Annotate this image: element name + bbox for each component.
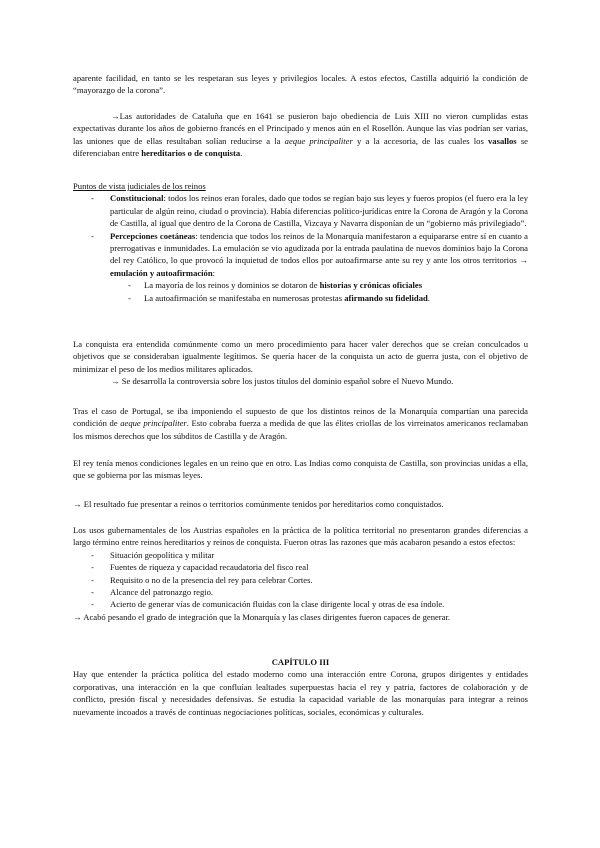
paragraph-text: Los usos gubernamentales de los Austrias españoles en la práctica de la política territorial no presentaron grandes diferencias a largo término entre reinos hereditarios y reinos de conquista. Fueron otras las razones que más acabaron pesando a estos efectos: — [73, 525, 528, 548]
section-puntos-de-vista — [73, 180, 528, 304]
text-run: . — [240, 148, 243, 159]
arrow-line: → Acabó pesando el grado de integración que la Monarquía y las clases dirigentes fueron capaces de generar. — [73, 611, 451, 622]
bold-term: emulación y autoafirmación — [110, 267, 213, 278]
list-item — [73, 192, 528, 229]
bold-term: hereditarios o de conquista — [141, 148, 241, 159]
bold-term: Percepciones coetáneas — [110, 230, 196, 241]
bullet-list — [73, 549, 528, 611]
text-run: Tras el caso de Portugal, se iba imponiendo el supuesto de que los distintos reinos de la Monarquía compartían una parecida condición de — [73, 406, 528, 429]
sub-list — [73, 279, 528, 304]
list-item: - Alcance del patronazgo regio. — [73, 586, 528, 598]
text-run: y a la accesoria, de las cuales los — [352, 135, 488, 146]
paragraph-text: Hay que entender la práctica política del estado moderno como una interacción entre Corona, grupos dirigentes y entidades corporativas, una interacción en la que confluían lealtades superpuestas hacia el rey y patria, factores de colaboración y de conflicto, presión fiscal y necesidades defensivas. Se estudia la capacidad variable de las monarquías para integrar a reinos nuevamente incoados a través de continuas negociaciones políticas, sociales, económicas y culturales. — [73, 669, 528, 717]
bold-term: afirmando su fidelidad — [344, 292, 428, 303]
paragraph-text: El rey tenía menos condiciones legales en un reino que en otro. Las Indias como conquista de Castilla, son provincias unidas a ella, que se gobierna por las mismas leyes. — [73, 458, 528, 481]
arrow-line: → Se desarrolla la controversia sobre los justos títulos del dominio español sobre el Nuevo Mundo. — [111, 376, 454, 387]
text-run: . — [427, 292, 430, 303]
list-item: - Acierto de generar vías de comunicación fluidas con la clase dirigente local y otras de esa índole. — [73, 598, 528, 610]
bullet-list — [73, 192, 528, 304]
text-run: →Las autoridades de Cataluña que en 1641 se pusieron bajo obediencia de Luis XIII no vieron cumplidas estas expectativas durante los años de gobierno francés en el Principado y menos aún en el Rosellón. Aunque las vías podrían ser varias, las uniones que de ellas resultaban solían reducirse a la — [73, 111, 528, 146]
paragraph-conquista — [73, 338, 528, 388]
italic-term: aeque principaliter — [120, 418, 187, 429]
text-run: : todos los reinos eran forales, dado que todos se regían bajo sus leyes y fueros propios (el fuero era la ley particular de algún reino, ciudad o provincia). Había diferencias político-jurídicas entre la Corona de Aragón y la Corona de Castilla, al igual que dentro de la Corona de Castilla, Vizcaya y Navarra disponían de un “gobierno más privilegiado”. — [110, 193, 528, 229]
list-item: - Fuentes de riqueza y capacidad recaudatoria del fisco real — [73, 561, 528, 573]
paragraph-text: aparente facilidad, en tanto se les respetaran sus leyes y privilegios locales. A estos efectos, Castilla adquirió la condición de “mayorazgo de la corona”. — [73, 73, 528, 96]
text-run: : tendencia que todos los reinos de la Monarquía manifestaron a equipararse entre sí en cuanto a prerrogativas e inmunidades. La emulación se vio agudizada por la entrada paulatina de nuevos dominios bajo la Corona del rey Católico, lo que provocó la inquietud de todos ellos por autoafirmarse ante su rey y ante los otros territorios — [110, 230, 528, 266]
text-run: . Esto cobraba fuerza a medida de que las élites criollas de los virreinatos americanos reclamaban los mismos derechos que los súbditos de Castilla y de Aragón. — [73, 418, 528, 441]
sub-list-item — [73, 279, 528, 291]
paragraph-rey-condiciones — [73, 457, 528, 482]
text-run: : — [212, 267, 216, 278]
paragraph-text: La conquista era entendida comúnmente como un mero procedimiento para hacer valer derechos que se creían conculcados u objetivos que se consideraban igualmente legítimos. Se quería hacer de la conquista un acto de guerra justa, con el objetivo de minimizar el peso de los medios militares aplicados. — [73, 339, 528, 374]
paragraph-resultado — [73, 498, 528, 510]
text-run: se diferenciaban entre — [73, 135, 528, 159]
chapter-section — [73, 656, 528, 718]
list-item: - Situación geopolítica y militar — [73, 549, 528, 561]
list-item — [73, 230, 528, 304]
paragraph-castilla-mayorazgo — [73, 72, 528, 97]
paragraph-usos-gubernamentales — [73, 524, 528, 623]
bold-term: historias y crónicas oficiales — [319, 280, 423, 291]
list-item: - Requisito o no de la presencia del rey para celebrar Cortes. — [73, 574, 528, 586]
arrow-symbol: → — [519, 255, 528, 266]
paragraph-text: → El resultado fue presentar a reinos o territorios comúnmente tenidos por hereditarios como conquistados. — [73, 499, 444, 509]
bold-term: Constitucional — [110, 193, 164, 204]
sub-list-item — [73, 292, 528, 304]
text-run: La mayoría de los reinos y dominios se dotaron de — [144, 280, 320, 291]
section-heading: Puntos de vista judiciales de los reinos — [73, 181, 206, 191]
chapter-title: CAPÍTULO III — [271, 657, 330, 667]
bold-term: vasallos — [488, 135, 517, 146]
text-run: La autoafirmación se manifestaba en numerosas protestas — [144, 292, 345, 303]
paragraph-cataluna — [73, 110, 528, 160]
italic-term: aeque principaliter — [284, 135, 353, 146]
paragraph-portugal — [73, 405, 528, 442]
